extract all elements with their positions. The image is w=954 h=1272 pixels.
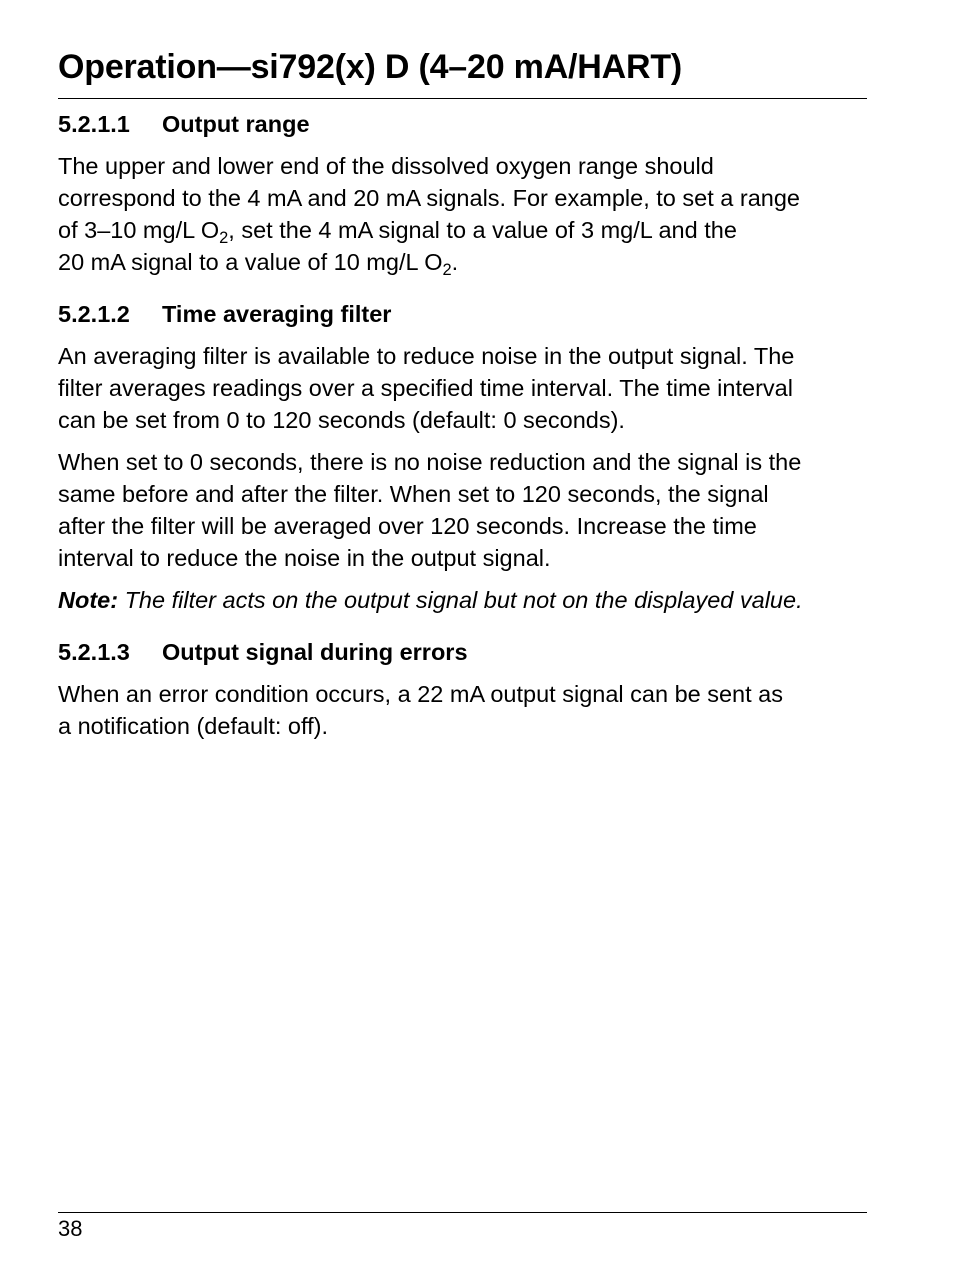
section-title: Time averaging filter: [162, 301, 392, 327]
page-title: Operation—si792(x) D (4–20 mA/HART): [58, 48, 683, 86]
output-range-paragraph: [58, 150, 870, 278]
text-line: interval to reduce the noise in the output signal.: [58, 545, 551, 571]
section-heading-time-averaging-filter: [58, 298, 870, 330]
section-heading-output-signal-errors: [58, 636, 870, 668]
note: [58, 584, 870, 616]
text-line: When set to 0 seconds, there is no noise reduction and the signal is the: [58, 449, 802, 475]
text-line: same before and after the filter. When set to 120 seconds, the signal: [58, 481, 769, 507]
text-line: [58, 214, 870, 246]
section-number: 5.2.1.3: [58, 639, 130, 665]
note-label: Note:: [58, 587, 119, 613]
footer-divider: [58, 1212, 867, 1213]
text-line: The upper and lower end of the dissolved oxygen range should: [58, 153, 714, 179]
section-heading-output-range: [58, 108, 870, 140]
text-line: correspond to the 4 mA and 20 mA signals. For example, to set a range: [58, 185, 800, 211]
subscript: 2: [219, 229, 229, 247]
subscript: 2: [442, 261, 452, 279]
text-line: filter averages readings over a specified time interval. The time interval: [58, 375, 793, 401]
text-line: can be set from 0 to 120 seconds (default: 0 seconds).: [58, 407, 625, 433]
errors-paragraph: [58, 678, 870, 742]
text-line: after the filter will be averaged over 120 seconds. Increase the time: [58, 513, 757, 539]
section-title: Output signal during errors: [162, 639, 468, 665]
note-text: The filter acts on the output signal but not on the displayed value.: [118, 587, 803, 613]
text-line: An averaging filter is available to reduce noise in the output signal. The: [58, 343, 795, 369]
text-line: When an error condition occurs, a 22 mA output signal can be sent as: [58, 681, 784, 707]
title-divider: [58, 98, 867, 99]
page-content: [58, 108, 870, 742]
text-fragment: , set the 4 mA signal to a value of 3 mg/L and the: [228, 217, 737, 243]
text-line: a notification (default: off).: [58, 713, 328, 739]
text-fragment: of 3–10 mg/L O: [58, 217, 220, 243]
filter-paragraph-2: [58, 446, 870, 574]
section-number: 5.2.1.2: [58, 301, 130, 327]
text-fragment: 20 mA signal to a value of 10 mg/L O: [58, 249, 443, 275]
filter-paragraph-1: [58, 340, 870, 436]
section-title: Output range: [162, 111, 310, 137]
section-number: 5.2.1.1: [58, 111, 130, 137]
page-number: 38: [58, 1216, 83, 1241]
text-line: [58, 246, 870, 278]
text-fragment: .: [451, 249, 459, 275]
